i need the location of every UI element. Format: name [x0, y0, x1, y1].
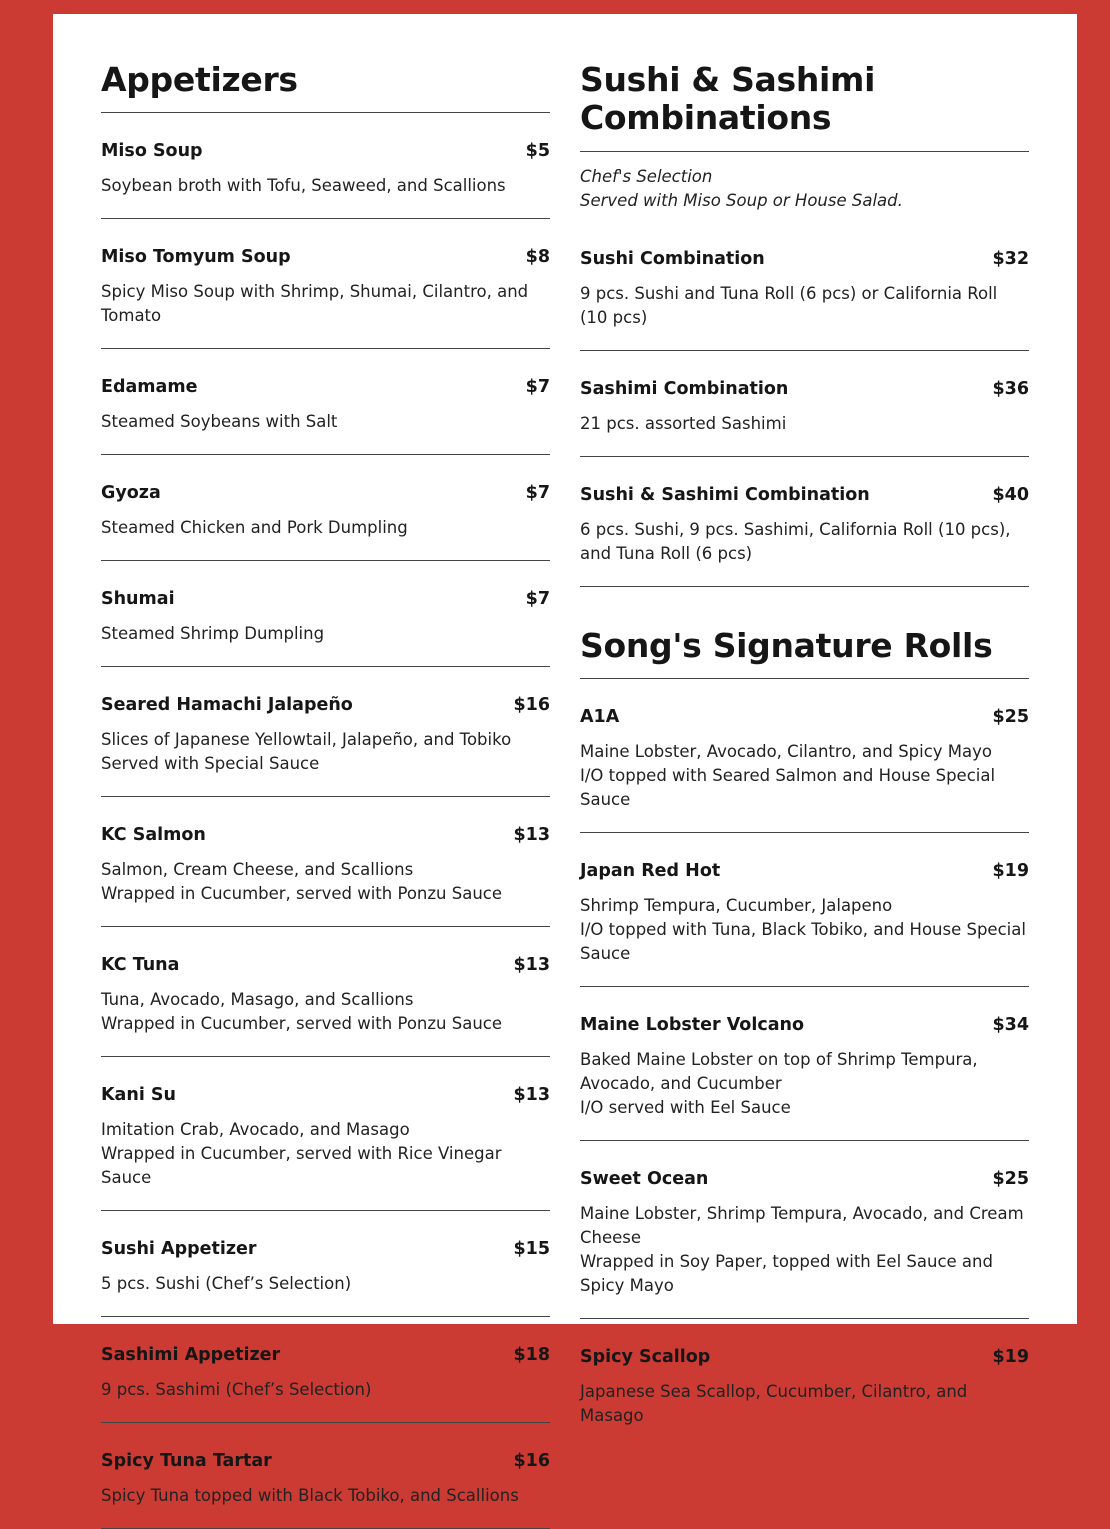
menu-item — [101, 1317, 550, 1423]
menu-item-description-line: Japanese Sea Scallop, Cucumber, Cilantro, and Masago — [580, 1382, 968, 1425]
menu-item-description — [580, 1202, 1029, 1298]
menu-item-price: $8 — [525, 247, 550, 267]
menu-item-name: Edamame — [101, 377, 198, 397]
combinations-note-line: Served with Miso Soup or House Salad. — [580, 191, 903, 210]
menu-item-description-line: Maine Lobster, Shrimp Tempura, Avocado, and Cream Cheese — [580, 1204, 1024, 1247]
menu-item-name: Japan Red Hot — [580, 861, 721, 881]
menu-item-description — [101, 1118, 550, 1190]
menu-item-name: KC Tuna — [101, 955, 180, 975]
menu-item-header — [580, 483, 1029, 507]
menu-item-price: $7 — [525, 377, 550, 397]
menu-item — [101, 113, 550, 219]
menu-item-price: $40 — [992, 485, 1029, 505]
menu-item-description-line: Salmon, Cream Cheese, and Scallions — [101, 860, 414, 879]
menu-item — [580, 1319, 1029, 1448]
menu-item — [580, 1141, 1029, 1319]
menu-item-header — [580, 1167, 1029, 1191]
combinations-list — [580, 231, 1029, 587]
menu-item-price: $34 — [992, 1015, 1029, 1035]
menu-item-price: $13 — [513, 825, 550, 845]
menu-item — [101, 1057, 550, 1211]
appetizers-list — [101, 113, 550, 1529]
menu-item-description-line: Steamed Soybeans with Salt — [101, 412, 338, 431]
menu-item-description-line: Imitation Crab, Avocado, and Masago — [101, 1120, 410, 1139]
menu-item-name: Maine Lobster Volcano — [580, 1015, 804, 1035]
menu-item-price: $7 — [525, 483, 550, 503]
menu-item — [101, 455, 550, 561]
menu-item-description — [580, 1380, 1029, 1428]
menu-item — [580, 987, 1029, 1141]
menu-item-header — [580, 1013, 1029, 1037]
menu-item-name: Spicy Tuna Tartar — [101, 1451, 272, 1471]
menu-item-description — [580, 894, 1029, 966]
menu-item-header — [101, 245, 550, 269]
menu-item-header — [101, 481, 550, 505]
menu-item-name: Sashimi Appetizer — [101, 1345, 281, 1365]
menu-item-name: Gyoza — [101, 483, 161, 503]
menu-item-name: Shumai — [101, 589, 175, 609]
menu-item-price: $16 — [513, 1451, 550, 1471]
menu-item-price: $25 — [992, 707, 1029, 727]
menu-item-description — [580, 412, 1029, 436]
menu-item — [101, 1211, 550, 1317]
menu-item-description-line: Steamed Shrimp Dumpling — [101, 624, 325, 643]
menu-item-description-line: Maine Lobster, Avocado, Cilantro, and Spicy Mayo — [580, 742, 993, 761]
menu-item-price: $13 — [513, 1085, 550, 1105]
menu-item-header — [101, 375, 550, 399]
menu-item-description — [101, 1484, 550, 1508]
menu-item — [101, 797, 550, 927]
menu-item — [580, 679, 1029, 833]
menu-item-description-line: Wrapped in Soy Paper, topped with Eel Sauce and Spicy Mayo — [580, 1252, 993, 1295]
menu-item-price: $19 — [992, 1347, 1029, 1367]
menu-item-description-line: 21 pcs. assorted Sashimi — [580, 414, 787, 433]
menu-item-price: $13 — [513, 955, 550, 975]
menu-item-name: KC Salmon — [101, 825, 206, 845]
menu-item-header — [580, 705, 1029, 729]
menu-item — [580, 231, 1029, 351]
menu-item-name: Sushi Appetizer — [101, 1239, 257, 1259]
menu-item-description-line: Spicy Miso Soup with Shrimp, Shumai, Cilantro, and Tomato — [101, 282, 529, 325]
menu-item-description — [580, 1048, 1029, 1120]
menu-item-description-line: 9 pcs. Sushi and Tuna Roll (6 pcs) or California Roll (10 pcs) — [580, 284, 998, 327]
menu-item-description — [580, 282, 1029, 330]
menu-item — [101, 349, 550, 455]
menu-item-description-line: Wrapped in Cucumber, served with Rice Vinegar Sauce — [101, 1144, 502, 1187]
menu-item-name: Miso Soup — [101, 141, 203, 161]
menu-item — [101, 667, 550, 797]
menu-item-name: Sweet Ocean — [580, 1169, 709, 1189]
menu-item — [580, 457, 1029, 587]
menu-item-description — [101, 988, 550, 1036]
menu-item-description-line: 9 pcs. Sashimi (Chef’s Selection) — [101, 1380, 372, 1399]
menu-item-header — [580, 377, 1029, 401]
combinations-note-line: Chef's Selection — [580, 167, 713, 186]
menu-item-description-line: I/O topped with Seared Salmon and House Special Sauce — [580, 766, 996, 809]
menu-item — [580, 351, 1029, 457]
menu-item-header — [101, 953, 550, 977]
menu-item-header — [101, 693, 550, 717]
menu-item-header — [101, 1237, 550, 1261]
menu-item-price: $32 — [992, 249, 1029, 269]
menu-item-description-line: I/O topped with Tuna, Black Tobiko, and House Special Sauce — [580, 920, 1026, 963]
menu-item-name: Sushi & Sashimi Combination — [580, 485, 870, 505]
menu-item-description — [101, 1378, 550, 1402]
menu-item-price: $7 — [525, 589, 550, 609]
menu-item-description-line: Wrapped in Cucumber, served with Ponzu Sauce — [101, 1014, 503, 1033]
menu-item-description-line: 5 pcs. Sushi (Chef’s Selection) — [101, 1274, 352, 1293]
menu-item-price: $16 — [513, 695, 550, 715]
menu-item — [101, 1423, 550, 1529]
menu-item — [580, 833, 1029, 987]
menu-item-description-line: 6 pcs. Sushi, 9 pcs. Sashimi, California Roll (10 pcs), and Tuna Roll (6 pcs) — [580, 520, 1011, 563]
menu-item-description — [101, 410, 550, 434]
menu-item-name: A1A — [580, 707, 620, 727]
combinations-note — [580, 152, 1029, 231]
menu-item-name: Sashimi Combination — [580, 379, 789, 399]
menu-item — [101, 927, 550, 1057]
menu-item-header — [101, 139, 550, 163]
menu-item-header — [101, 1343, 550, 1367]
menu-item-description-line: Shrimp Tempura, Cucumber, Jalapeno — [580, 896, 893, 915]
combinations-title: Sushi & Sashimi Combinations — [580, 14, 1029, 152]
combinations-column — [580, 14, 1029, 1448]
menu-item-description — [101, 1272, 550, 1296]
menu-item-description-line: Baked Maine Lobster on top of Shrimp Tempura, Avocado, and Cucumber — [580, 1050, 978, 1093]
menu-item-name: Miso Tomyum Soup — [101, 247, 291, 267]
menu-item-header — [580, 247, 1029, 271]
menu-item-description-line: Steamed Chicken and Pork Dumpling — [101, 518, 408, 537]
menu-sheet — [53, 14, 1077, 1505]
menu-item-description — [101, 516, 550, 540]
menu-item-description — [101, 858, 550, 906]
menu-item-description-line: Served with Special Sauce — [101, 754, 320, 773]
menu-item — [101, 219, 550, 349]
menu-item-header — [101, 587, 550, 611]
menu-item-description — [101, 174, 550, 198]
menu-item-description-line: Soybean broth with Tofu, Seaweed, and Scallions — [101, 176, 506, 195]
menu-item-header — [580, 1345, 1029, 1369]
menu-item-price: $19 — [992, 861, 1029, 881]
menu-item-header — [101, 823, 550, 847]
appetizers-title: Appetizers — [101, 14, 550, 113]
menu-item-price: $36 — [992, 379, 1029, 399]
menu-item-header — [101, 1083, 550, 1107]
menu-item-description — [101, 622, 550, 646]
menu-item-description-line: Slices of Japanese Yellowtail, Jalapeño, and Tobiko — [101, 730, 512, 749]
menu-item-name: Sushi Combination — [580, 249, 765, 269]
signature-rolls-list — [580, 679, 1029, 1448]
menu-item-description-line: Tuna, Avocado, Masago, and Scallions — [101, 990, 414, 1009]
menu-item-price: $5 — [525, 141, 550, 161]
menu-item-description-line: I/O served with Eel Sauce — [580, 1098, 791, 1117]
menu-item-price: $15 — [513, 1239, 550, 1259]
menu-item-description-line: Wrapped in Cucumber, served with Ponzu Sauce — [101, 884, 503, 903]
menu-item-description — [580, 518, 1029, 566]
appetizers-column — [101, 14, 550, 1529]
menu-item-header — [580, 859, 1029, 883]
menu-item-description — [101, 728, 550, 776]
menu-item-description — [101, 280, 550, 328]
signature-rolls-title: Song's Signature Rolls — [580, 587, 1029, 679]
menu-item — [101, 561, 550, 667]
menu-item-description — [580, 740, 1029, 812]
menu-item-name: Seared Hamachi Jalapeño — [101, 695, 353, 715]
menu-item-price: $18 — [513, 1345, 550, 1365]
menu-item-name: Spicy Scallop — [580, 1347, 711, 1367]
menu-item-name: Kani Su — [101, 1085, 176, 1105]
menu-item-description-line: Spicy Tuna topped with Black Tobiko, and Scallions — [101, 1486, 519, 1505]
menu-item-price: $25 — [992, 1169, 1029, 1189]
menu-item-header — [101, 1449, 550, 1473]
